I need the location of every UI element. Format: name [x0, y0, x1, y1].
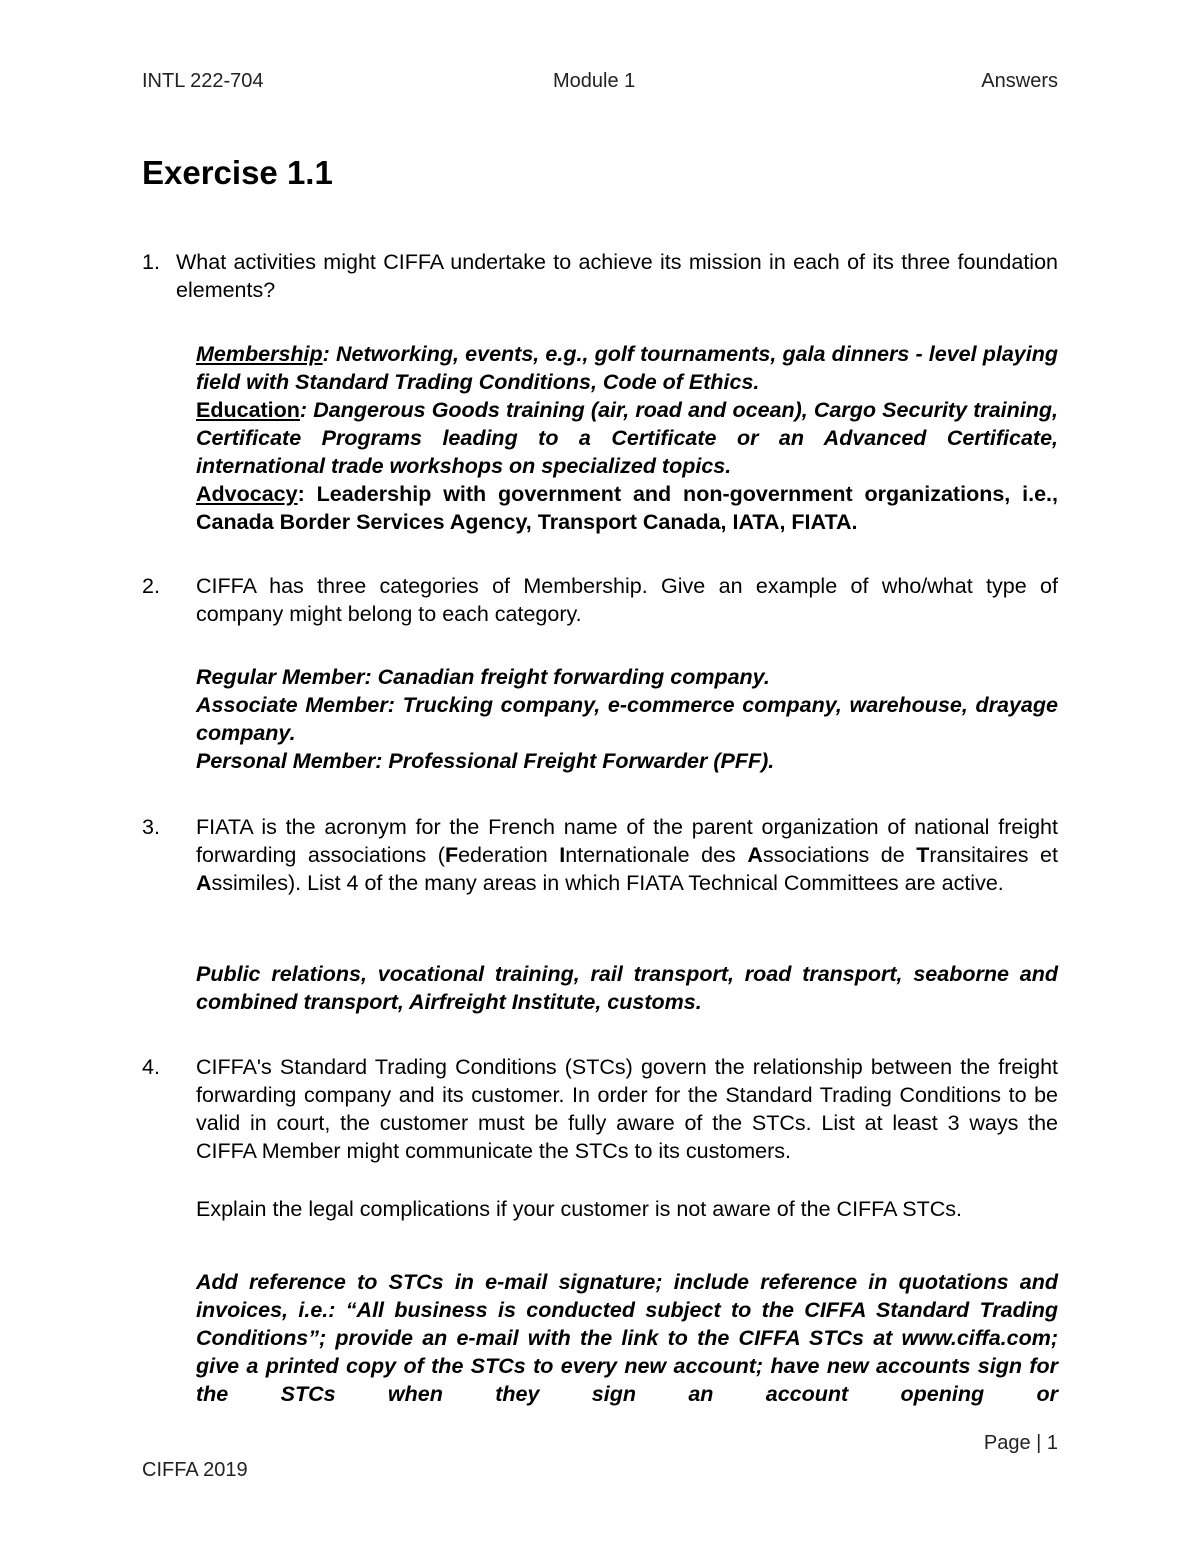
header-course-code: INTL 222-704: [142, 70, 264, 92]
advocacy-label: Advocacy: [196, 482, 298, 506]
question-3: [142, 813, 1058, 897]
question-1-answer: [196, 340, 1058, 536]
question-1: [142, 248, 1058, 304]
answer-regular-member: Regular Member: Canadian freight forwarding company.: [196, 665, 770, 689]
answer-advocacy: Advocacy: Leadership with government and non-government organizations, i.e., Canada Border Services Agency, Transport Canada, IATA, FIATA.: [196, 482, 1058, 534]
answer-membership: Membership: Networking, events, e.g., golf tournaments, gala dinners - level playing field with Standard Trading Conditions, Code of Ethics.: [196, 342, 1058, 394]
header-module: Module 1: [553, 70, 636, 92]
question-4-explain: Explain the legal complications if your customer is not aware of the CIFFA STCs.: [196, 1197, 962, 1221]
question-4-text: CIFFA's Standard Trading Conditions (STCs) govern the relationship between the freight forwarding company and its customer. In order for the Standard Trading Conditions to be valid in court, the customer must be fully aware of the STCs. List at least 3 ways the CIFFA Member might communicate the STCs to its customers.: [196, 1055, 1058, 1163]
question-3-text: FIATA is the acronym for the French name of the parent organization of national freight forwarding associations (Federation Internationale des Associations de Transitaires et Assimiles). List 4 of the many areas in which FIATA Technical Committees are active.: [196, 815, 1058, 895]
education-label: Education: [196, 398, 300, 422]
question-2: [142, 572, 1058, 628]
question-4: [142, 1053, 1058, 1165]
question-4-answer: Add reference to STCs in e-mail signature; include reference in quotations and invoices, i.e.: “All business is conducted subject to the CIFFA Standard Trading Conditions”; provide an e-mail with the link to the CIFFA STCs at www.ciffa.com; give a printed copy of the STCs to every new account; have new accounts sign for the STCs when they sign an account opening or: [196, 1270, 1058, 1406]
question-2-answer: [196, 663, 1058, 775]
answer-associate-member: Associate Member: Trucking company, e-commerce company, warehouse, drayage company.: [196, 693, 1058, 745]
header-answers: Answers: [981, 70, 1058, 92]
question-3-number: 3.: [142, 815, 160, 839]
question-1-text: What activities might CIFFA undertake to achieve its mission in each of its three foundation elements?: [176, 250, 1058, 302]
membership-label: Membership: [196, 342, 323, 366]
exercise-title: Exercise 1.1: [142, 154, 333, 191]
question-2-text: CIFFA has three categories of Membership. Give an example of who/what type of company might belong to each category.: [196, 574, 1058, 626]
question-4-number: 4.: [142, 1055, 160, 1079]
answer-education: Education: Dangerous Goods training (air, road and ocean), Cargo Security training, Certificate Programs leading to a Certificate or an Advanced Certificate, international trade workshops on specialized topics.: [196, 398, 1058, 478]
page-number: Page | 1: [983, 1432, 1058, 1454]
answer-personal-member: Personal Member: Professional Freight Forwarder (PFF).: [196, 749, 775, 773]
question-2-number: 2.: [142, 574, 160, 598]
question-1-number: 1.: [142, 250, 160, 274]
question-3-answer: Public relations, vocational training, rail transport, road transport, seaborne and combined transport, Airfreight Institute, customs.: [196, 962, 1058, 1014]
footer-org: CIFFA 2019: [142, 1459, 248, 1481]
